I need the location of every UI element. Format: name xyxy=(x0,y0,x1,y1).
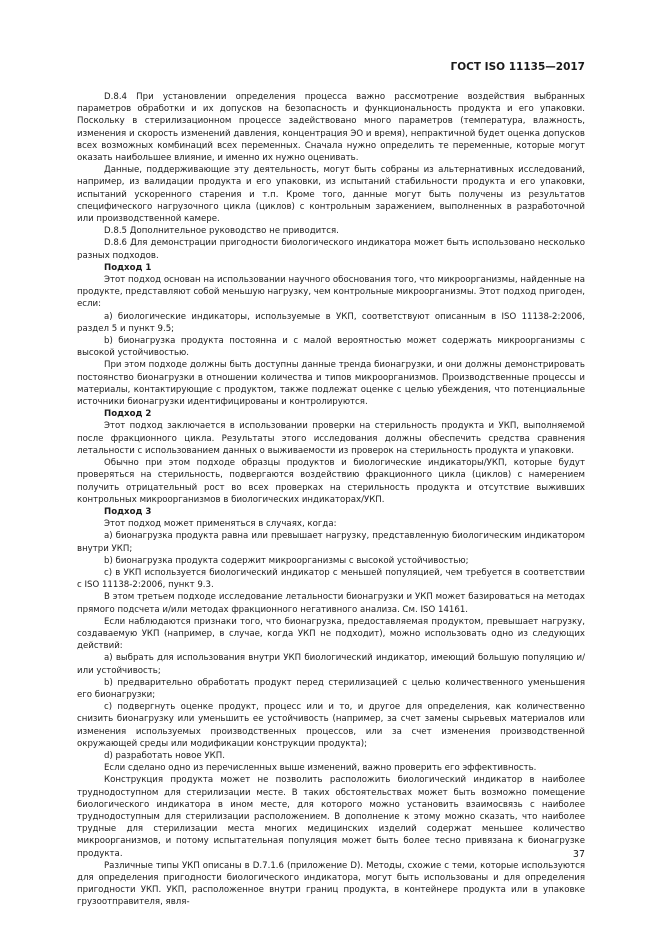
paragraph: D.8.5 Дополнительное руководство не приводится. xyxy=(104,226,339,237)
paragraph: D.8.4 При установлении определения процесса важно рассмотрение воздействия выбранных параметров обработки и их допусков на безопасность и функциональность продукта и его упаковки. Поскольку в стерилизационном процессе задействовано много параметров (температура, влажность, изменения и скорость изменений давления, концентрация ЭО и время), непрактичной будет оценка допусков всех возможных комбинаций всех переменных. Сначала нужно определить те переменные, которые могут оказать наибольшее влияние, и именно их нужно оценивать. xyxy=(77,92,585,164)
page-number: 37 xyxy=(572,849,585,860)
paragraph: Данные, поддерживающие эту деятельность, могут быть собраны из альтернативных исследований, например, из валидации продукта и его упаковки, из испытаний стабильности продукта и его упаковки, испытаний ускоренного старения и т.п. Кроме того, данные могут быть получены из результатов специфического нагрузочного цикла (циклов) с контрольным заражением, выполненных в разработочной или производственной камере. xyxy=(77,165,585,225)
paragraph: Обычно при этом подходе образцы продуктов и биологические индикаторы/УКП, которые будут проверяться на стерильность, подвергаются воздействию фракционного цикла (циклов) с намерением получить отрицательный рост во всех проверках на стерильность продукта и отсутствие выживших контрольных микроорганизмов в биологических индикаторах/УКП. xyxy=(77,458,585,505)
paragraph: Этот подход основан на использовании научного обоснования того, что микроорганизмы, найденные на продукте, представляют собой меньшую нагрузку, чем контрольные микроорганизмы. Этот подход пригоден, если: xyxy=(77,275,585,310)
paragraph: Если сделано одно из перечисленных выше изменений, важно проверить его эффективность. xyxy=(104,763,537,774)
paragraph: D.8.6 Для демонстрации пригодности биологического индикатора может быть использовано несколько разных подходов. xyxy=(77,238,585,261)
paragraph: a) биологические индикаторы, используемые в УКП, соответствуют описанным в ISO 11138-2:2006, раздел 5 и пункт 9.5; xyxy=(77,311,585,334)
section-heading: Подход 1 xyxy=(104,262,152,273)
paragraph: c) в УКП используется биологический индикатор с меньшей популяцией, чем требуется в соответствии с ISO 11138-2:2006, пункт 9.3. xyxy=(77,567,585,591)
paragraph: a) выбрать для использования внутри УКП биологический индикатор, имеющий большую популяцию и/или устойчивость; xyxy=(77,653,585,676)
paragraph: Если наблюдаются признаки того, что бионагрузка, предоставляемая продуктом, превышает нагрузку, создаваемую УКП (например, в случае, когда УКП не подходит), можно использовать одно из следующих действий: xyxy=(77,616,585,652)
section-heading: Подход 3 xyxy=(104,506,152,517)
paragraph: Различные типы УКП описаны в D.7.1.6 (приложение D). Методы, схожие с теми, которые используются для определения пригодности биологического индикатора, могут быть использованы и для определения пригодности УКП. УКП, расположенное внутри границ продукта, в контейнере продукта или в упаковке грузоотправителя, явля- xyxy=(77,860,585,908)
paragraph: c) подвергнуть оценке продукт, процесс или и то, и другое для определения, как количественно снизить бионагрузку или уменьшить ее устойчивость (например, за счет замены сырьевых материалов или изменения используемых производственных процессов, или за счет изменения производственной окружающей среды или модификации конструкции продукта); xyxy=(77,702,585,749)
paragraph: b) предварительно обработать продукт перед стерилизацией с целью количественного уменьшения его бионагрузки; xyxy=(77,677,585,700)
paragraph: Этот подход заключается в использовании проверки на стерильность продукта и УКП, выполняемой после фракционного цикла. Результаты этого исследования должны обеспечить средства сравнения летальности с использованием данных о выживаемости из проверок на стерильность продукта и упаковки. xyxy=(77,421,585,456)
paragraph: b) бионагрузка продукта постоянна и с малой вероятностью может содержать микроорганизмы с высокой устойчивостью. xyxy=(77,336,585,359)
paragraph: Конструкция продукта может не позволить расположить биологический индикатор в наиболее труднодоступном для стерилизации месте. В таких обстоятельствах может быть возможно помещение биологического индикатора в ином месте, для которого можно установить взаимосвязь с наиболее труднодоступным для стерилизации расположением. В дополнение к этому можно сказать, что наиболее трудные для стерилизации места многих медицинских изделий содержат меньшее количество микроорганизмов, и потому испытательная популяция может быть более тесно привязана к бионагрузке продукта. xyxy=(77,775,585,859)
paragraph: При этом подходе должны быть доступны данные тренда бионагрузки, и они должны демонстрировать постоянство бионагрузки в отношении количества и типов микроорганизмов. Производственные процессы и материалы, контактирующие с продуктом, также подлежат оценке с целью убеждения, что потенциальные источники бионагрузки идентифицированы и контролируются. xyxy=(77,360,585,408)
paragraph: В этом третьем подходе исследование летальности бионагрузки и УКП может базироваться на методах прямого подсчета и/или методах фракционного негативного анализа. См. ISO 14161. xyxy=(77,592,585,615)
document-body xyxy=(77,91,585,909)
section-heading: Подход 2 xyxy=(104,409,152,420)
paragraph: b) бионагрузка продукта содержит микроорганизмы с высокой устойчивостью; xyxy=(104,555,469,566)
paragraph: d) разработать новое УКП. xyxy=(104,750,225,761)
paragraph: a) бионагрузка продукта равна или превышает нагрузку, представленную биологическим индикатором внутри УКП; xyxy=(77,531,585,554)
paragraph: Этот подход может применяться в случаях, когда: xyxy=(104,519,337,530)
document-header: ГОСТ ISO 11135—2017 xyxy=(450,61,585,73)
